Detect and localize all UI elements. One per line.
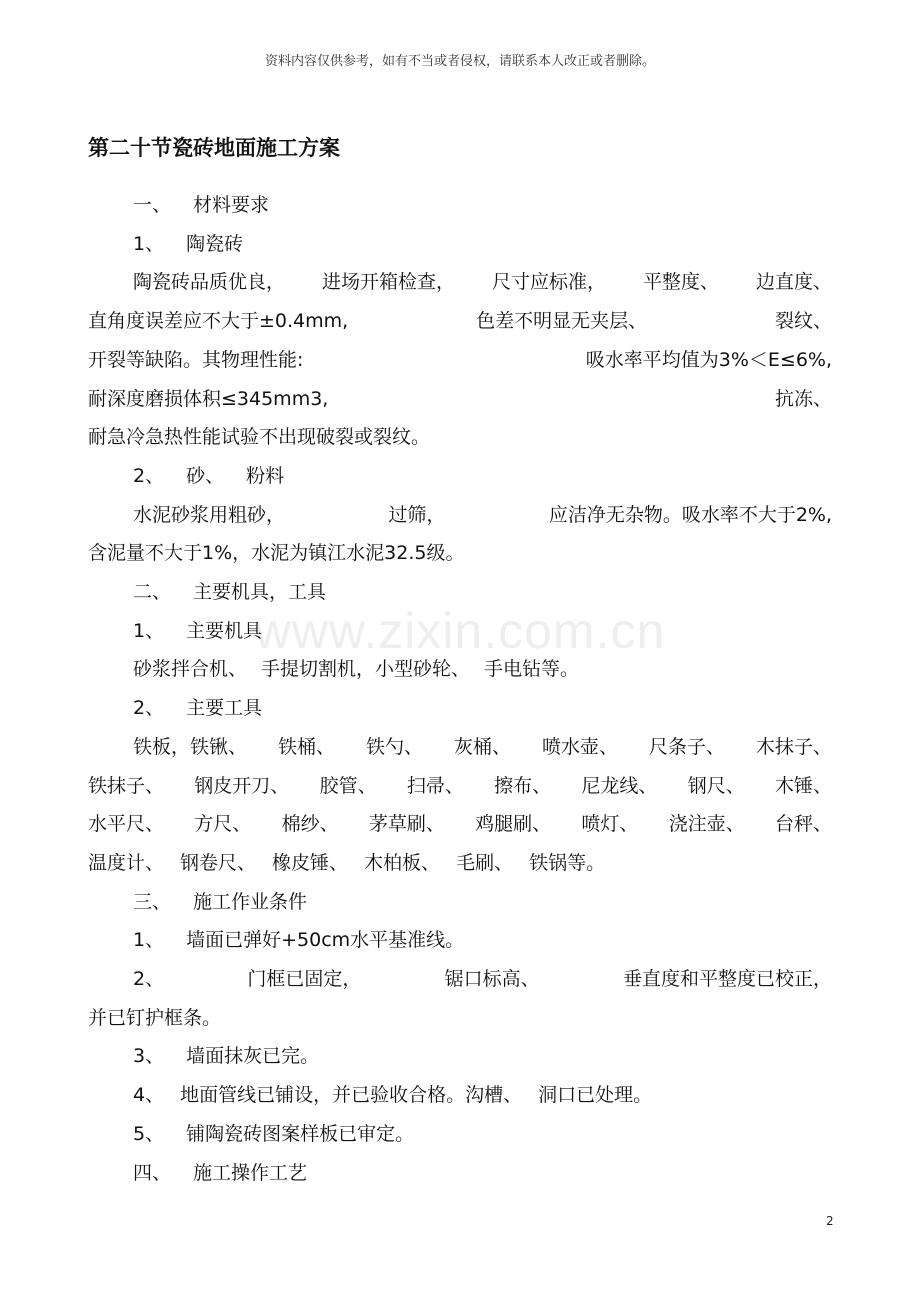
- text-segment: 3、: [133, 1045, 165, 1068]
- text-line: [133, 1160, 832, 1186]
- text-segment: 茅草刷、: [368, 813, 445, 836]
- text-segment: 墙面已弹好+50cm水平基准线。: [186, 929, 465, 952]
- text-segment: 垂直度和平整度已校正，: [622, 968, 832, 990]
- text-segment: 耐深度磨损体积≤345mm3,: [88, 387, 329, 410]
- text-segment: 地面管线已铺设，并已验收合格。沟槽、: [180, 1084, 523, 1107]
- text-segment: 木柏板、: [364, 851, 441, 874]
- text-line: [88, 850, 832, 876]
- text-segment: 尺寸应标准，: [491, 271, 606, 294]
- text-segment: 手电钻等。: [484, 658, 580, 681]
- text-segment: 2、: [133, 968, 165, 990]
- text-segment: 铁板，铁锹、: [133, 735, 248, 758]
- text-segment: 主要机具，工具: [193, 581, 327, 603]
- text-segment: 材料要求: [193, 194, 270, 216]
- text-segment: 手提切割机，小型砂轮、: [261, 658, 471, 681]
- text-segment: 铁锅等。: [529, 851, 606, 874]
- text-segment: 一、: [133, 194, 172, 216]
- text-segment: 直角度误差应不大于±0.4mm,: [88, 310, 349, 333]
- text-segment: 应洁净无杂物。吸水率不大于2%,: [548, 503, 832, 526]
- text-segment: 铁勺、: [365, 735, 423, 758]
- text-line: [88, 424, 832, 450]
- text-segment: 4、: [133, 1084, 165, 1107]
- text-line: [88, 386, 832, 412]
- text-segment: 胶管、: [319, 774, 377, 797]
- text-segment: 抗冻、: [774, 387, 832, 410]
- text-line: [133, 656, 832, 682]
- text-line: [133, 231, 832, 257]
- text-line: [133, 734, 832, 760]
- text-segment: 喷水壶、: [541, 735, 618, 758]
- text-segment: 洞口已处理。: [538, 1084, 653, 1107]
- text-segment: 擦布、: [494, 774, 552, 797]
- text-segment: 1、: [133, 232, 165, 255]
- text-segment: 喷灯、: [581, 813, 639, 836]
- text-segment: 四、: [133, 1161, 172, 1184]
- text-line: [133, 1043, 832, 1069]
- text-segment: 木锤、: [774, 774, 832, 797]
- text-segment: 尼龙线、: [581, 774, 658, 797]
- text-line: [133, 927, 832, 953]
- text-segment: 鸡腿刷、: [475, 813, 552, 836]
- text-line: [133, 502, 832, 528]
- text-segment: 棉纱、: [281, 813, 339, 836]
- text-segment: 2、: [133, 697, 165, 720]
- text-segment: 过筛，: [388, 503, 446, 526]
- text-segment: 灰桶、: [453, 735, 511, 758]
- text-segment: 平整度、: [642, 271, 719, 294]
- text-segment: 温度计、: [88, 851, 165, 874]
- text-segment: 主要工具: [186, 697, 263, 720]
- text-segment: 毛刷、: [456, 851, 514, 874]
- text-segment: 砂浆拌合机、: [133, 658, 248, 681]
- text-segment: 陶瓷砖: [186, 232, 244, 255]
- text-segment: 钢卷尺、: [180, 851, 257, 874]
- text-segment: 橡皮锤、: [272, 851, 349, 874]
- text-line: [88, 773, 832, 799]
- text-segment: 陶瓷砖品质优良，: [133, 271, 286, 294]
- section-title: 第二十节瓷砖地面施工方案: [88, 136, 340, 160]
- text-segment: 边直度、: [755, 271, 832, 294]
- text-segment: 1、: [133, 929, 165, 952]
- text-line: [88, 811, 832, 837]
- text-segment: 粉料: [246, 464, 285, 487]
- text-segment: 锯口标高、: [444, 968, 540, 990]
- text-line: [88, 540, 832, 566]
- text-segment: 扫帚、: [406, 774, 464, 797]
- text-segment: 吸水率平均值为3%＜E≤6%,: [585, 348, 832, 371]
- text-segment: 门框已固定，: [247, 968, 362, 990]
- text-segment: 施工操作工艺: [193, 1161, 308, 1184]
- text-segment: 进场开箱检查，: [321, 271, 455, 294]
- text-line: [133, 269, 832, 295]
- text-segment: 钢尺、: [687, 774, 745, 797]
- watermark: www.zixin.com.cn: [254, 603, 666, 659]
- text-line: [88, 1005, 832, 1031]
- text-segment: 木抹子、: [755, 735, 832, 758]
- text-segment: 三、: [133, 890, 172, 913]
- text-segment: 主要机具: [186, 619, 263, 642]
- text-segment: 含泥量不大于1%，水泥为镇江水泥32.5级。: [88, 542, 465, 565]
- text-segment: 耐急冷急热性能试验不出现破裂或裂纹。: [88, 426, 431, 449]
- text-segment: 并已钉护框条。: [88, 1006, 222, 1029]
- text-line: [133, 966, 832, 992]
- text-segment: 开裂等缺陷。其物理性能:: [88, 348, 304, 371]
- text-line: [133, 1121, 832, 1147]
- text-segment: 铁抹子、: [88, 774, 165, 797]
- text-segment: 铺陶瓷砖图案样板已审定。: [186, 1122, 415, 1145]
- text-segment: 施工作业条件: [193, 890, 308, 913]
- text-line: [133, 889, 832, 915]
- text-segment: 方尺、: [194, 813, 252, 836]
- text-segment: 5、: [133, 1122, 165, 1145]
- text-segment: 1、: [133, 619, 165, 642]
- text-line: [133, 1082, 832, 1108]
- text-segment: 铁桶、: [277, 735, 335, 758]
- page-number: 2: [826, 1214, 834, 1228]
- text-line: [133, 192, 832, 218]
- text-segment: 裂纹、: [774, 310, 832, 333]
- text-line: [133, 695, 832, 721]
- text-segment: 水泥砂浆用粗砂，: [133, 503, 286, 526]
- text-segment: 2、: [133, 464, 165, 487]
- text-segment: 钢皮开刀、: [194, 774, 290, 797]
- text-segment: 水平尺、: [88, 813, 165, 836]
- text-segment: 台秤、: [774, 813, 832, 836]
- text-line: [133, 463, 832, 489]
- text-line: [88, 347, 832, 373]
- page-header-disclaimer: 资料内容仅供参考，如有不当或者侵权，请联系本人改正或者删除。: [264, 54, 655, 69]
- text-segment: 砂、: [186, 464, 225, 487]
- text-segment: 尺条子、: [648, 735, 725, 758]
- text-segment: 色差不明显无夹层、: [476, 310, 648, 333]
- text-segment: 墙面抹灰已完。: [186, 1045, 320, 1068]
- text-segment: 二、: [133, 581, 172, 603]
- text-segment: 浇注壶、: [668, 813, 745, 836]
- text-line: [88, 308, 832, 334]
